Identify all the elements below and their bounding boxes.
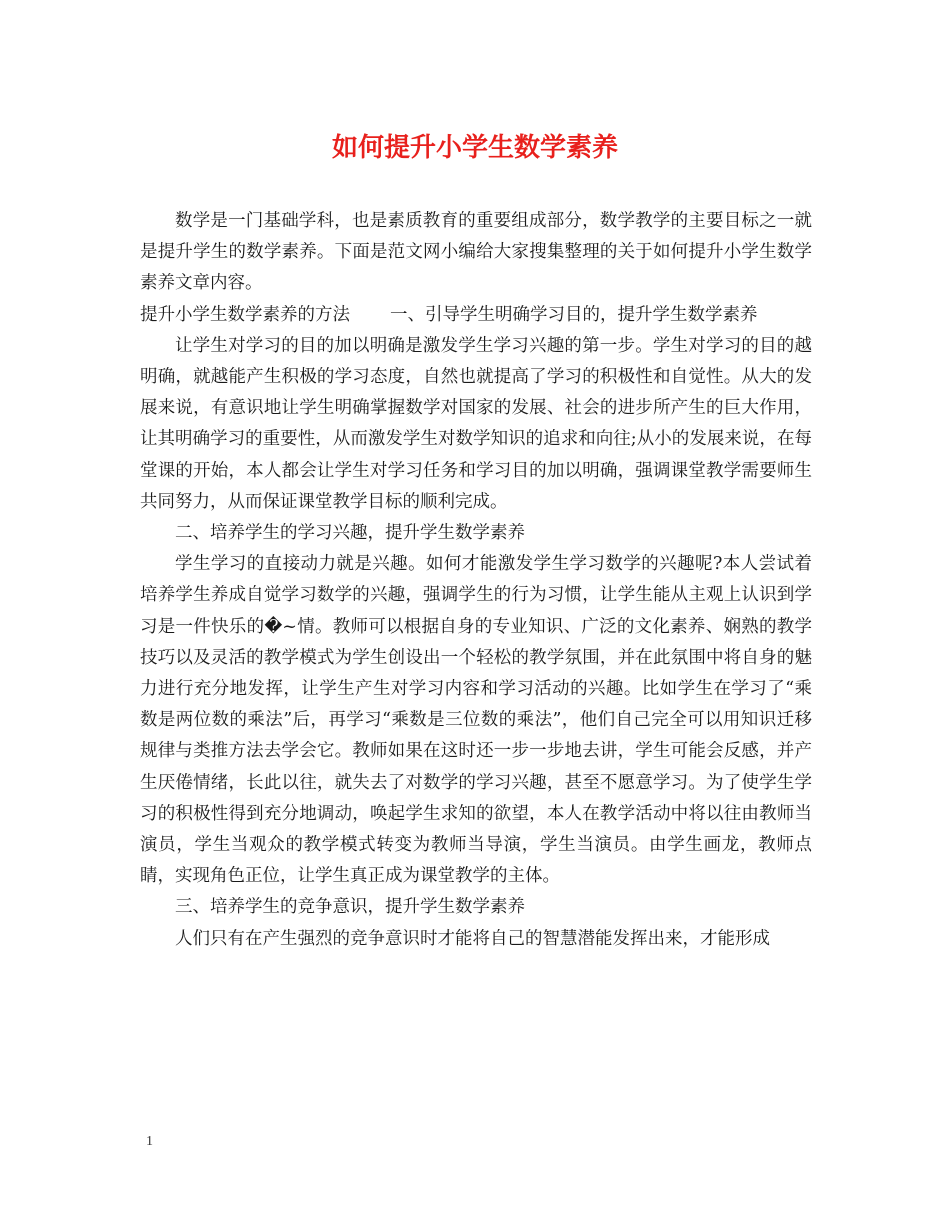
document-title: 如何提升小学生数学素养 bbox=[331, 133, 618, 163]
section-one-paragraph: 让学生对学习的目的加以明确是激发学生学习兴趣的第一步。学生对学习的目的越明确，就越能产生积极的学习态度，自然也就提高了学习的积极性和自觉性。从大的发展来说，有意识地让学生明确掌握数学对国家的发展、社会的进步所产生的巨大作用，让其明确学习的重要性，从而激发学生对数学知识的追求和向往;从小的发展来说，在每堂课的开始，本人都会让学生对学习任务和学习目的加以明确，强调课堂教学需要师生共同努力，从而保证课堂教学目标的顺利完成。 bbox=[140, 335, 812, 512]
section-two-heading: 二、培养学生的学习兴趣，提升学生数学素养 bbox=[175, 523, 525, 544]
document-body bbox=[140, 206, 812, 955]
page-number: 1 bbox=[146, 1134, 153, 1149]
method-heading-line bbox=[140, 300, 812, 331]
method-heading: 提升小学生数学素养的方法 bbox=[140, 304, 350, 325]
section-two-paragraph: 学生学习的直接动力就是兴趣。如何才能激发学生学习数学的兴趣呢?本人尝试着培养学生养成自觉学习数学的兴趣，强调学生的行为习惯，让学生能从主观上认识到学习是一件快乐的�~情。教师可以根据自身的专业知识、广泛的文化素养、娴熟的教学技巧以及灵活的教学模式为学生创设出一个轻松的教学氛围，并在此氛围中将自身的魅力进行充分地发挥，让学生产生对学习内容和学习活动的兴趣。比如学生在学习了“乘数是两位数的乘法”后，再学习“乘数是三位数的乘法”，他们自己完全可以用知识迁移规律与类推方法去学会它。教师如果在这时还一步一步地去讲，学生可能会反感，并产生厌倦情绪，长此以往，就失去了对数学的学习兴趣，甚至不愿意学习。为了使学生学习的积极性得到充分地调动，唤起学生求知的欲望，本人在教学活动中将以往由教师当演员，学生当观众的教学模式转变为教师当导演，学生当演员。由学生画龙，教师点睛，实现角色正位，让学生真正成为课堂教学的主体。 bbox=[140, 554, 812, 887]
section-one-heading: 一、引导学生明确学习目的，提升学生数学素养 bbox=[390, 304, 758, 325]
intro-paragraph: 数学是一门基础学科，也是素质教育的重要组成部分，数学教学的主要目标之一就是提升学生的数学素养。下面是范文网小编给大家搜集整理的关于如何提升小学生数学素养文章内容。 bbox=[140, 211, 812, 294]
section-three-heading: 三、培养学生的竞争意识，提升学生数学素养 bbox=[175, 897, 525, 918]
section-three-paragraph: 人们只有在产生强烈的竞争意识时才能将自己的智慧潜能发挥出来，才能形成 bbox=[175, 928, 770, 949]
